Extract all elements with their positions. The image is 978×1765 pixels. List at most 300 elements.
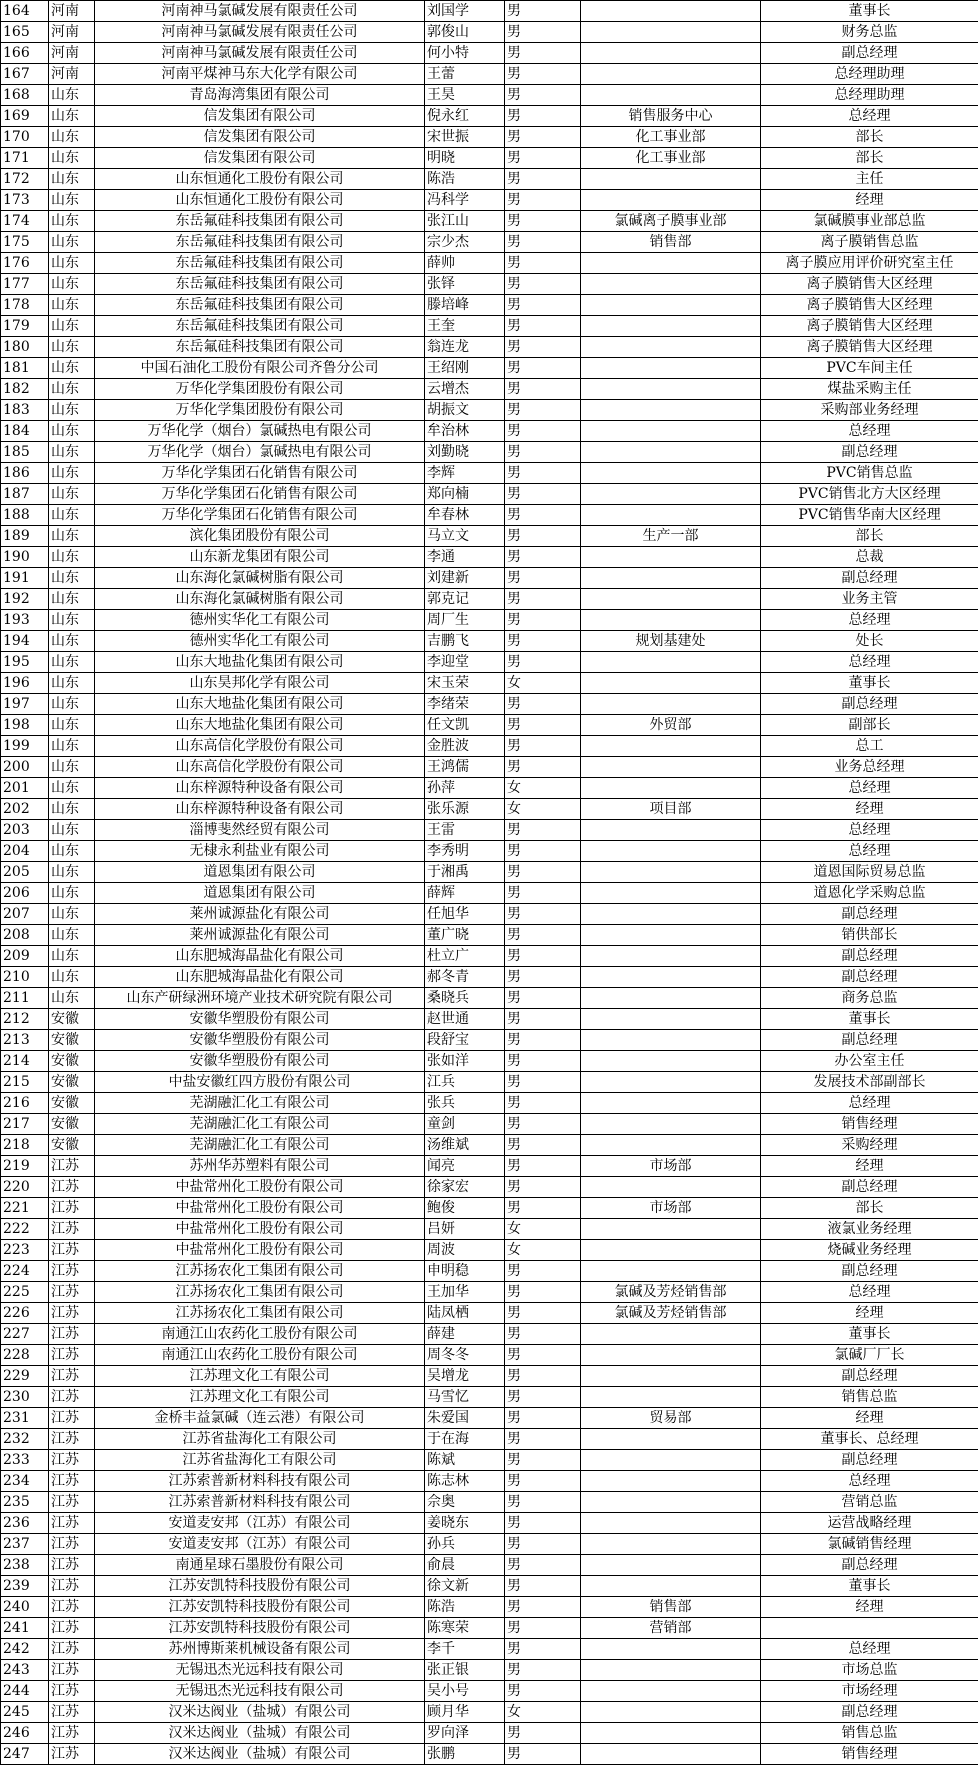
job-title-cell: 董事长、总经理 bbox=[761, 1429, 978, 1450]
company-cell: 山东高信化学股份有限公司 bbox=[95, 757, 425, 778]
company-cell: 安道麦安邦（江苏）有限公司 bbox=[95, 1513, 425, 1534]
table-row bbox=[1, 1345, 978, 1366]
row-number-cell: 219 bbox=[1, 1156, 49, 1177]
row-number-cell: 187 bbox=[1, 484, 49, 505]
person-name-cell: 倪永红 bbox=[425, 106, 505, 127]
row-number-cell: 198 bbox=[1, 715, 49, 736]
row-number-cell: 206 bbox=[1, 883, 49, 904]
job-title-cell: 业务主管 bbox=[761, 589, 978, 610]
table-row bbox=[1, 337, 978, 358]
table-row bbox=[1, 1324, 978, 1345]
department-cell bbox=[581, 1072, 761, 1093]
province-cell: 山东 bbox=[49, 337, 95, 358]
person-name-cell: 陈志林 bbox=[425, 1471, 505, 1492]
job-title-cell: 总经理 bbox=[761, 652, 978, 673]
job-title-cell: 副总经理 bbox=[761, 967, 978, 988]
row-number-cell: 232 bbox=[1, 1429, 49, 1450]
gender-cell: 男 bbox=[505, 1303, 581, 1324]
row-number-cell: 213 bbox=[1, 1030, 49, 1051]
gender-cell: 男 bbox=[505, 1198, 581, 1219]
company-cell: 江苏安凯特科技股份有限公司 bbox=[95, 1576, 425, 1597]
person-name-cell: 朱爱国 bbox=[425, 1408, 505, 1429]
person-name-cell: 吴增龙 bbox=[425, 1366, 505, 1387]
province-cell: 江苏 bbox=[49, 1744, 95, 1765]
table-row bbox=[1, 778, 978, 799]
province-cell: 山东 bbox=[49, 946, 95, 967]
company-cell: 万华化学集团股份有限公司 bbox=[95, 400, 425, 421]
province-cell: 山东 bbox=[49, 400, 95, 421]
gender-cell: 男 bbox=[505, 694, 581, 715]
province-cell: 江苏 bbox=[49, 1513, 95, 1534]
person-name-cell: 王鸿儒 bbox=[425, 757, 505, 778]
department-cell bbox=[581, 337, 761, 358]
company-cell: 万华化学集团石化销售有限公司 bbox=[95, 484, 425, 505]
job-title-cell: 董事长 bbox=[761, 1324, 978, 1345]
company-cell: 苏州华苏塑料有限公司 bbox=[95, 1156, 425, 1177]
person-name-cell: 翁连龙 bbox=[425, 337, 505, 358]
row-number-cell: 245 bbox=[1, 1702, 49, 1723]
row-number-cell: 237 bbox=[1, 1534, 49, 1555]
job-title-cell: 销售总监 bbox=[761, 1723, 978, 1744]
province-cell: 江苏 bbox=[49, 1387, 95, 1408]
company-cell: 安徽华塑股份有限公司 bbox=[95, 1009, 425, 1030]
department-cell bbox=[581, 1, 761, 22]
department-cell bbox=[581, 484, 761, 505]
department-cell bbox=[581, 43, 761, 64]
job-title-cell: 副总经理 bbox=[761, 568, 978, 589]
row-number-cell: 226 bbox=[1, 1303, 49, 1324]
row-number-cell: 216 bbox=[1, 1093, 49, 1114]
row-number-cell: 197 bbox=[1, 694, 49, 715]
table-row bbox=[1, 1051, 978, 1072]
person-name-cell: 孙兵 bbox=[425, 1534, 505, 1555]
job-title-cell: 董事长 bbox=[761, 1576, 978, 1597]
row-number-cell: 211 bbox=[1, 988, 49, 1009]
province-cell: 山东 bbox=[49, 253, 95, 274]
department-cell: 营销部 bbox=[581, 1618, 761, 1639]
company-cell: 山东大地盐化集团有限公司 bbox=[95, 715, 425, 736]
table-row bbox=[1, 463, 978, 484]
gender-cell: 男 bbox=[505, 1030, 581, 1051]
table-row bbox=[1, 883, 978, 904]
job-title-cell: 副总经理 bbox=[761, 1261, 978, 1282]
job-title-cell: 经理 bbox=[761, 799, 978, 820]
job-title-cell: 副总经理 bbox=[761, 1177, 978, 1198]
department-cell bbox=[581, 1723, 761, 1744]
province-cell: 江苏 bbox=[49, 1282, 95, 1303]
province-cell: 河南 bbox=[49, 64, 95, 85]
department-cell bbox=[581, 274, 761, 295]
job-title-cell: 离子膜应用评价研究室主任 bbox=[761, 253, 978, 274]
company-cell: 河南神马氯碱发展有限责任公司 bbox=[95, 1, 425, 22]
person-name-cell: 赵世通 bbox=[425, 1009, 505, 1030]
department-cell bbox=[581, 85, 761, 106]
gender-cell: 男 bbox=[505, 757, 581, 778]
row-number-cell: 168 bbox=[1, 85, 49, 106]
province-cell: 山东 bbox=[49, 988, 95, 1009]
job-title-cell: 总经理 bbox=[761, 1471, 978, 1492]
company-cell: 山东恒通化工股份有限公司 bbox=[95, 169, 425, 190]
person-name-cell: 马立文 bbox=[425, 526, 505, 547]
gender-cell: 男 bbox=[505, 1, 581, 22]
person-name-cell: 罗向泽 bbox=[425, 1723, 505, 1744]
row-number-cell: 191 bbox=[1, 568, 49, 589]
row-number-cell: 223 bbox=[1, 1240, 49, 1261]
gender-cell: 男 bbox=[505, 1429, 581, 1450]
gender-cell: 男 bbox=[505, 1114, 581, 1135]
table-row bbox=[1, 1660, 978, 1681]
province-cell: 山东 bbox=[49, 421, 95, 442]
province-cell: 江苏 bbox=[49, 1660, 95, 1681]
department-cell bbox=[581, 1324, 761, 1345]
row-number-cell: 186 bbox=[1, 463, 49, 484]
person-name-cell: 李绪荣 bbox=[425, 694, 505, 715]
department-cell: 市场部 bbox=[581, 1156, 761, 1177]
department-cell bbox=[581, 547, 761, 568]
department-cell bbox=[581, 841, 761, 862]
department-cell bbox=[581, 1387, 761, 1408]
person-name-cell: 陈浩 bbox=[425, 1597, 505, 1618]
gender-cell: 男 bbox=[505, 1072, 581, 1093]
province-cell: 山东 bbox=[49, 715, 95, 736]
job-title-cell: 商务总监 bbox=[761, 988, 978, 1009]
table-row bbox=[1, 1156, 978, 1177]
province-cell: 山东 bbox=[49, 778, 95, 799]
company-cell: 无锡迅杰光远科技有限公司 bbox=[95, 1681, 425, 1702]
row-number-cell: 218 bbox=[1, 1135, 49, 1156]
table-row bbox=[1, 211, 978, 232]
person-name-cell: 李辉 bbox=[425, 463, 505, 484]
person-name-cell: 徐文新 bbox=[425, 1576, 505, 1597]
person-name-cell: 段舒宝 bbox=[425, 1030, 505, 1051]
department-cell bbox=[581, 1219, 761, 1240]
table-row bbox=[1, 841, 978, 862]
province-cell: 江苏 bbox=[49, 1618, 95, 1639]
person-name-cell: 宋世振 bbox=[425, 127, 505, 148]
person-name-cell: 明晓 bbox=[425, 148, 505, 169]
row-number-cell: 176 bbox=[1, 253, 49, 274]
gender-cell: 男 bbox=[505, 400, 581, 421]
gender-cell: 男 bbox=[505, 610, 581, 631]
company-cell: 江苏安凯特科技股份有限公司 bbox=[95, 1597, 425, 1618]
row-number-cell: 184 bbox=[1, 421, 49, 442]
company-cell: 江苏扬农化工集团有限公司 bbox=[95, 1282, 425, 1303]
province-cell: 江苏 bbox=[49, 1156, 95, 1177]
row-number-cell: 228 bbox=[1, 1345, 49, 1366]
person-name-cell: 胡振文 bbox=[425, 400, 505, 421]
company-cell: 汉米达阀业（盐城）有限公司 bbox=[95, 1744, 425, 1765]
job-title-cell: 部长 bbox=[761, 1198, 978, 1219]
company-cell: 苏州博斯莱机械设备有限公司 bbox=[95, 1639, 425, 1660]
row-number-cell: 246 bbox=[1, 1723, 49, 1744]
gender-cell: 男 bbox=[505, 421, 581, 442]
person-name-cell: 申明稳 bbox=[425, 1261, 505, 1282]
row-number-cell: 172 bbox=[1, 169, 49, 190]
province-cell: 江苏 bbox=[49, 1198, 95, 1219]
gender-cell: 男 bbox=[505, 1597, 581, 1618]
department-cell bbox=[581, 568, 761, 589]
job-title-cell: 液氯业务经理 bbox=[761, 1219, 978, 1240]
department-cell bbox=[581, 925, 761, 946]
person-name-cell: 杜立广 bbox=[425, 946, 505, 967]
person-name-cell: 周厂生 bbox=[425, 610, 505, 631]
row-number-cell: 225 bbox=[1, 1282, 49, 1303]
person-name-cell: 王奎 bbox=[425, 316, 505, 337]
job-title-cell bbox=[761, 1618, 978, 1639]
table-row bbox=[1, 673, 978, 694]
company-cell: 莱州诚源盐化有限公司 bbox=[95, 925, 425, 946]
province-cell: 河南 bbox=[49, 1, 95, 22]
province-cell: 山东 bbox=[49, 106, 95, 127]
table-row bbox=[1, 421, 978, 442]
gender-cell: 男 bbox=[505, 64, 581, 85]
job-title-cell: 副部长 bbox=[761, 715, 978, 736]
person-name-cell: 于湘禹 bbox=[425, 862, 505, 883]
province-cell: 江苏 bbox=[49, 1555, 95, 1576]
company-cell: 汉米达阀业（盐城）有限公司 bbox=[95, 1702, 425, 1723]
department-cell bbox=[581, 442, 761, 463]
province-cell: 山东 bbox=[49, 484, 95, 505]
table-row bbox=[1, 400, 978, 421]
company-cell: 山东新龙集团有限公司 bbox=[95, 547, 425, 568]
department-cell bbox=[581, 1681, 761, 1702]
job-title-cell: 离子膜销售总监 bbox=[761, 232, 978, 253]
person-name-cell: 郭克记 bbox=[425, 589, 505, 610]
company-cell: 江苏索普新材料科技有限公司 bbox=[95, 1471, 425, 1492]
person-name-cell: 何小特 bbox=[425, 43, 505, 64]
row-number-cell: 173 bbox=[1, 190, 49, 211]
gender-cell: 男 bbox=[505, 1324, 581, 1345]
person-name-cell: 刘国学 bbox=[425, 1, 505, 22]
gender-cell: 男 bbox=[505, 1618, 581, 1639]
province-cell: 山东 bbox=[49, 673, 95, 694]
person-name-cell: 桑晓兵 bbox=[425, 988, 505, 1009]
province-cell: 山东 bbox=[49, 211, 95, 232]
row-number-cell: 233 bbox=[1, 1450, 49, 1471]
job-title-cell: 总经理 bbox=[761, 1639, 978, 1660]
department-cell bbox=[581, 652, 761, 673]
row-number-cell: 164 bbox=[1, 1, 49, 22]
company-cell: 东岳氟硅科技集团有限公司 bbox=[95, 232, 425, 253]
province-cell: 江苏 bbox=[49, 1219, 95, 1240]
company-cell: 无棣永利盐业有限公司 bbox=[95, 841, 425, 862]
table-row bbox=[1, 106, 978, 127]
table-body bbox=[1, 1, 978, 1765]
province-cell: 安徽 bbox=[49, 1072, 95, 1093]
table-row bbox=[1, 589, 978, 610]
company-cell: 山东海化氯碱树脂有限公司 bbox=[95, 589, 425, 610]
company-cell: 东岳氟硅科技集团有限公司 bbox=[95, 337, 425, 358]
job-title-cell: 发展技术部副部长 bbox=[761, 1072, 978, 1093]
department-cell bbox=[581, 883, 761, 904]
job-title-cell: 业务总经理 bbox=[761, 757, 978, 778]
job-title-cell: 市场经理 bbox=[761, 1681, 978, 1702]
gender-cell: 男 bbox=[505, 505, 581, 526]
gender-cell: 男 bbox=[505, 841, 581, 862]
person-name-cell: 王蕾 bbox=[425, 64, 505, 85]
table-row bbox=[1, 1198, 978, 1219]
company-cell: 滨化集团股份有限公司 bbox=[95, 526, 425, 547]
department-cell bbox=[581, 904, 761, 925]
department-cell: 项目部 bbox=[581, 799, 761, 820]
province-cell: 安徽 bbox=[49, 1030, 95, 1051]
job-title-cell: 财务总监 bbox=[761, 22, 978, 43]
row-number-cell: 235 bbox=[1, 1492, 49, 1513]
job-title-cell: 营销总监 bbox=[761, 1492, 978, 1513]
department-cell bbox=[581, 253, 761, 274]
person-name-cell: 周冬冬 bbox=[425, 1345, 505, 1366]
company-cell: 山东肥城海晶盐化有限公司 bbox=[95, 946, 425, 967]
department-cell bbox=[581, 1576, 761, 1597]
company-cell: 安徽华塑股份有限公司 bbox=[95, 1030, 425, 1051]
person-name-cell: 王加华 bbox=[425, 1282, 505, 1303]
job-title-cell: 市场总监 bbox=[761, 1660, 978, 1681]
job-title-cell: 副总经理 bbox=[761, 1366, 978, 1387]
gender-cell: 男 bbox=[505, 988, 581, 1009]
department-cell bbox=[581, 1492, 761, 1513]
table-row bbox=[1, 1555, 978, 1576]
job-title-cell: 氯碱销售经理 bbox=[761, 1534, 978, 1555]
gender-cell: 男 bbox=[505, 1555, 581, 1576]
province-cell: 山东 bbox=[49, 148, 95, 169]
job-title-cell: 道恩化学采购总监 bbox=[761, 883, 978, 904]
province-cell: 江苏 bbox=[49, 1639, 95, 1660]
province-cell: 江苏 bbox=[49, 1534, 95, 1555]
row-number-cell: 227 bbox=[1, 1324, 49, 1345]
table-row bbox=[1, 694, 978, 715]
person-name-cell: 张铎 bbox=[425, 274, 505, 295]
gender-cell: 男 bbox=[505, 1366, 581, 1387]
department-cell bbox=[581, 1114, 761, 1135]
person-name-cell: 闻亮 bbox=[425, 1156, 505, 1177]
row-number-cell: 169 bbox=[1, 106, 49, 127]
person-name-cell: 李通 bbox=[425, 547, 505, 568]
row-number-cell: 202 bbox=[1, 799, 49, 820]
department-cell bbox=[581, 1702, 761, 1723]
table-row bbox=[1, 631, 978, 652]
table-row bbox=[1, 1450, 978, 1471]
person-name-cell: 姜晓东 bbox=[425, 1513, 505, 1534]
company-cell: 南通江山农药化工股份有限公司 bbox=[95, 1324, 425, 1345]
company-cell: 德州实华化工有限公司 bbox=[95, 631, 425, 652]
department-cell bbox=[581, 820, 761, 841]
table-row bbox=[1, 799, 978, 820]
department-cell: 外贸部 bbox=[581, 715, 761, 736]
gender-cell: 男 bbox=[505, 1345, 581, 1366]
job-title-cell: 采购经理 bbox=[761, 1135, 978, 1156]
table-row bbox=[1, 22, 978, 43]
job-title-cell: 离子膜销售大区经理 bbox=[761, 337, 978, 358]
company-cell: 万华化学集团石化销售有限公司 bbox=[95, 463, 425, 484]
province-cell: 江苏 bbox=[49, 1303, 95, 1324]
job-title-cell: 董事长 bbox=[761, 1009, 978, 1030]
table-row bbox=[1, 442, 978, 463]
company-cell: 山东恒通化工股份有限公司 bbox=[95, 190, 425, 211]
person-name-cell: 吕妍 bbox=[425, 1219, 505, 1240]
province-cell: 山东 bbox=[49, 127, 95, 148]
person-name-cell: 刘建新 bbox=[425, 568, 505, 589]
company-cell: 江苏扬农化工集团有限公司 bbox=[95, 1261, 425, 1282]
company-cell: 无锡迅杰光远科技有限公司 bbox=[95, 1660, 425, 1681]
job-title-cell: 副总经理 bbox=[761, 43, 978, 64]
table-row bbox=[1, 715, 978, 736]
gender-cell: 男 bbox=[505, 43, 581, 64]
gender-cell: 男 bbox=[505, 1534, 581, 1555]
person-name-cell: 滕培峰 bbox=[425, 295, 505, 316]
table-row bbox=[1, 967, 978, 988]
person-name-cell: 顾月华 bbox=[425, 1702, 505, 1723]
row-number-cell: 194 bbox=[1, 631, 49, 652]
job-title-cell: 销售经理 bbox=[761, 1114, 978, 1135]
person-name-cell: 张兵 bbox=[425, 1093, 505, 1114]
person-name-cell: 张正银 bbox=[425, 1660, 505, 1681]
person-name-cell: 江兵 bbox=[425, 1072, 505, 1093]
job-title-cell: 经理 bbox=[761, 1597, 978, 1618]
province-cell: 山东 bbox=[49, 190, 95, 211]
department-cell bbox=[581, 379, 761, 400]
row-number-cell: 190 bbox=[1, 547, 49, 568]
row-number-cell: 210 bbox=[1, 967, 49, 988]
person-name-cell: 金胜波 bbox=[425, 736, 505, 757]
department-cell bbox=[581, 1744, 761, 1765]
gender-cell: 男 bbox=[505, 946, 581, 967]
row-number-cell: 181 bbox=[1, 358, 49, 379]
company-cell: 江苏安凯特科技股份有限公司 bbox=[95, 1618, 425, 1639]
row-number-cell: 193 bbox=[1, 610, 49, 631]
department-cell bbox=[581, 778, 761, 799]
job-title-cell: 董事长 bbox=[761, 673, 978, 694]
job-title-cell: 总经理 bbox=[761, 841, 978, 862]
province-cell: 山东 bbox=[49, 799, 95, 820]
table-row bbox=[1, 1282, 978, 1303]
table-row bbox=[1, 568, 978, 589]
table-row bbox=[1, 316, 978, 337]
person-name-cell: 吉鹏飞 bbox=[425, 631, 505, 652]
job-title-cell: 煤盐采购主任 bbox=[761, 379, 978, 400]
gender-cell: 男 bbox=[505, 1513, 581, 1534]
company-cell: 东岳氟硅科技集团有限公司 bbox=[95, 253, 425, 274]
company-cell: 中盐安徽红四方股份有限公司 bbox=[95, 1072, 425, 1093]
table-row bbox=[1, 1240, 978, 1261]
company-cell: 中盐常州化工股份有限公司 bbox=[95, 1198, 425, 1219]
person-name-cell: 宗少杰 bbox=[425, 232, 505, 253]
gender-cell: 男 bbox=[505, 274, 581, 295]
row-number-cell: 196 bbox=[1, 673, 49, 694]
department-cell bbox=[581, 64, 761, 85]
department-cell bbox=[581, 589, 761, 610]
table-row bbox=[1, 1219, 978, 1240]
row-number-cell: 199 bbox=[1, 736, 49, 757]
department-cell: 氯碱及芳烃销售部 bbox=[581, 1303, 761, 1324]
person-name-cell: 宋玉荣 bbox=[425, 673, 505, 694]
row-number-cell: 201 bbox=[1, 778, 49, 799]
company-cell: 中盐常州化工股份有限公司 bbox=[95, 1219, 425, 1240]
gender-cell: 男 bbox=[505, 22, 581, 43]
province-cell: 江苏 bbox=[49, 1261, 95, 1282]
person-name-cell: 张江山 bbox=[425, 211, 505, 232]
company-cell: 德州实华化工有限公司 bbox=[95, 610, 425, 631]
table-row bbox=[1, 1429, 978, 1450]
table-row bbox=[1, 1576, 978, 1597]
table-row bbox=[1, 295, 978, 316]
department-cell bbox=[581, 1030, 761, 1051]
gender-cell: 男 bbox=[505, 106, 581, 127]
department-cell bbox=[581, 1366, 761, 1387]
person-name-cell: 陈浩 bbox=[425, 169, 505, 190]
table-row bbox=[1, 379, 978, 400]
table-row bbox=[1, 358, 978, 379]
department-cell bbox=[581, 190, 761, 211]
